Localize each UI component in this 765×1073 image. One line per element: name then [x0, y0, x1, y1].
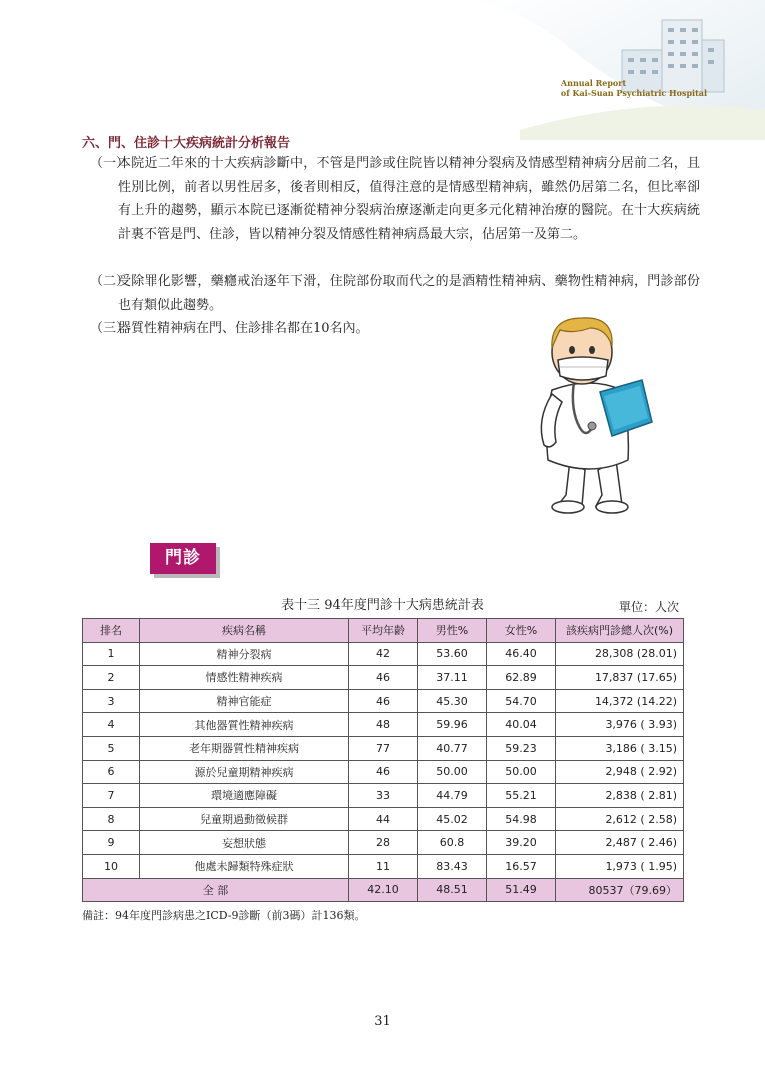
table-total-row	[83, 878, 684, 902]
cell-rank: 6	[83, 760, 140, 784]
cell-rank: 5	[83, 736, 140, 760]
cell-male: 37.11	[418, 666, 487, 690]
page-number: 31	[374, 1014, 391, 1029]
cell-visits: 17,837 (17.65)	[556, 666, 684, 690]
cell-visits: 14,372 (14.22)	[556, 689, 684, 713]
report-header-line1: Annual Report	[560, 78, 627, 88]
cell-disease: 精神分裂病	[140, 642, 349, 666]
unit-label: 單位：人次	[618, 600, 679, 614]
paragraph-1	[90, 152, 700, 246]
cell-visits: 3,186 ( 3.15)	[556, 736, 684, 760]
cell-rank: 9	[83, 831, 140, 855]
table-row	[83, 689, 684, 713]
table-row	[83, 666, 684, 690]
cell-avg-age: 46	[349, 666, 418, 690]
cell-rank: 10	[83, 854, 140, 878]
paragraph-text: 本院近二年來的十大疾病診斷中，不管是門診或住院皆以精神分裂病及情感型精神病分居前二名，且性別比例，前者以男性居多，後者則相反，值得注意的是情感型精神病，雖然仍居第二名，但比率卻有上升的趨勢，顯示本院已逐漸從精神分裂病治療逐漸走向更多元化精神治療的醫院。在十大疾病統計裏不管是門、住診，皆以精神分裂及情感性精神病爲最大宗，佔居第一及第二。	[118, 156, 700, 242]
cell-visits: 2,838 ( 2.81)	[556, 784, 684, 808]
table-row	[83, 784, 684, 808]
cell-female: 62.89	[487, 666, 556, 690]
cell-avg-age: 46	[349, 760, 418, 784]
paragraph-marker: （二）	[90, 274, 130, 289]
cell-avg-age: 42	[349, 642, 418, 666]
cell-avg-age: 77	[349, 736, 418, 760]
table-caption: 表十三 94年度門診十大病患統計表	[281, 598, 484, 613]
cell-male: 44.79	[418, 784, 487, 808]
cell-female: 39.20	[487, 831, 556, 855]
cell-total-label: 全 部	[83, 878, 349, 902]
cell-female: 55.21	[487, 784, 556, 808]
cell-rank: 2	[83, 666, 140, 690]
report-header	[561, 78, 707, 98]
section-heading: 六、門、住診十大疾病統計分析報告	[82, 136, 291, 151]
paragraph-marker: （一）	[90, 156, 130, 171]
cell-rank: 7	[83, 784, 140, 808]
report-header-line2: of Kai-Suan Psychiatric Hospital	[560, 88, 707, 98]
paragraph-text: 器質性精神病在門、住診排名都在10名內。	[118, 321, 369, 336]
cell-male: 59.96	[418, 713, 487, 737]
table-header-row	[83, 619, 684, 643]
cell-disease: 其他器質性精神疾病	[140, 713, 349, 737]
cell-avg-age: 44	[349, 807, 418, 831]
table-row	[83, 713, 684, 737]
cell-male: 60.8	[418, 831, 487, 855]
cell-female: 59.23	[487, 736, 556, 760]
cell-male: 53.60	[418, 642, 487, 666]
cell-visits: 2,948 ( 2.92)	[556, 760, 684, 784]
table-row	[83, 760, 684, 784]
cell-disease: 老年期器質性精神疾病	[140, 736, 349, 760]
paragraph-text: 受除罪化影響，藥癮戒治逐年下滑，住院部份取而代之的是酒精性精神病、藥物性精神病，門診部份也有類似此趨勢。	[118, 274, 700, 313]
cell-female: 16.57	[487, 854, 556, 878]
cell-avg-age: 48	[349, 713, 418, 737]
cell-female: 54.98	[487, 807, 556, 831]
cell-total-female: 51.49	[487, 878, 556, 902]
header-decoration	[0, 0, 765, 140]
outpatient-badge: 門診	[150, 543, 216, 574]
cell-disease: 源於兒童期精神疾病	[140, 760, 349, 784]
cell-female: 40.04	[487, 713, 556, 737]
col-rank: 排名	[83, 619, 140, 643]
cell-visits: 28,308 (28.01)	[556, 642, 684, 666]
cell-total-visits: 80537（79.69）	[556, 878, 684, 902]
cell-visits: 1,973 ( 1.95)	[556, 854, 684, 878]
col-female: 女性%	[487, 619, 556, 643]
cell-visits: 2,487 ( 2.46)	[556, 831, 684, 855]
cell-disease: 他處未歸類特殊症狀	[140, 854, 349, 878]
table-row	[83, 736, 684, 760]
cell-male: 83.43	[418, 854, 487, 878]
table-row	[83, 854, 684, 878]
cell-disease: 環境適應障礙	[140, 784, 349, 808]
cell-rank: 1	[83, 642, 140, 666]
table-row	[83, 831, 684, 855]
paragraph-marker: （三）	[90, 321, 130, 336]
outpatient-top10-table	[82, 618, 684, 902]
cell-avg-age: 28	[349, 831, 418, 855]
cell-avg-age: 46	[349, 689, 418, 713]
cell-disease: 妄想狀態	[140, 831, 349, 855]
table-row	[83, 807, 684, 831]
cell-female: 54.70	[487, 689, 556, 713]
cell-rank: 4	[83, 713, 140, 737]
cell-male: 40.77	[418, 736, 487, 760]
cell-avg-age: 33	[349, 784, 418, 808]
cell-male: 45.02	[418, 807, 487, 831]
cell-total-male: 48.51	[418, 878, 487, 902]
cell-rank: 8	[83, 807, 140, 831]
cell-visits: 3,976 ( 3.93)	[556, 713, 684, 737]
cell-avg-age: 11	[349, 854, 418, 878]
cell-female: 50.00	[487, 760, 556, 784]
cell-visits: 2,612 ( 2.58)	[556, 807, 684, 831]
col-disease: 疾病名稱	[140, 619, 349, 643]
cell-male: 50.00	[418, 760, 487, 784]
cell-female: 46.40	[487, 642, 556, 666]
cell-rank: 3	[83, 689, 140, 713]
table-row	[83, 642, 684, 666]
cell-disease: 兒童期過動徵候群	[140, 807, 349, 831]
doctor-illustration	[530, 310, 660, 515]
col-male: 男性%	[418, 619, 487, 643]
cell-total-avg-age: 42.10	[349, 878, 418, 902]
cell-male: 45.30	[418, 689, 487, 713]
col-visits: 該疾病門診總人次(%)	[556, 619, 684, 643]
cell-disease: 精神官能症	[140, 689, 349, 713]
col-avg-age: 平均年齡	[349, 619, 418, 643]
cell-disease: 情感性精神疾病	[140, 666, 349, 690]
table-note: 備註：94年度門診病患之ICD-9診斷（前3碼）計136類。	[82, 909, 366, 922]
